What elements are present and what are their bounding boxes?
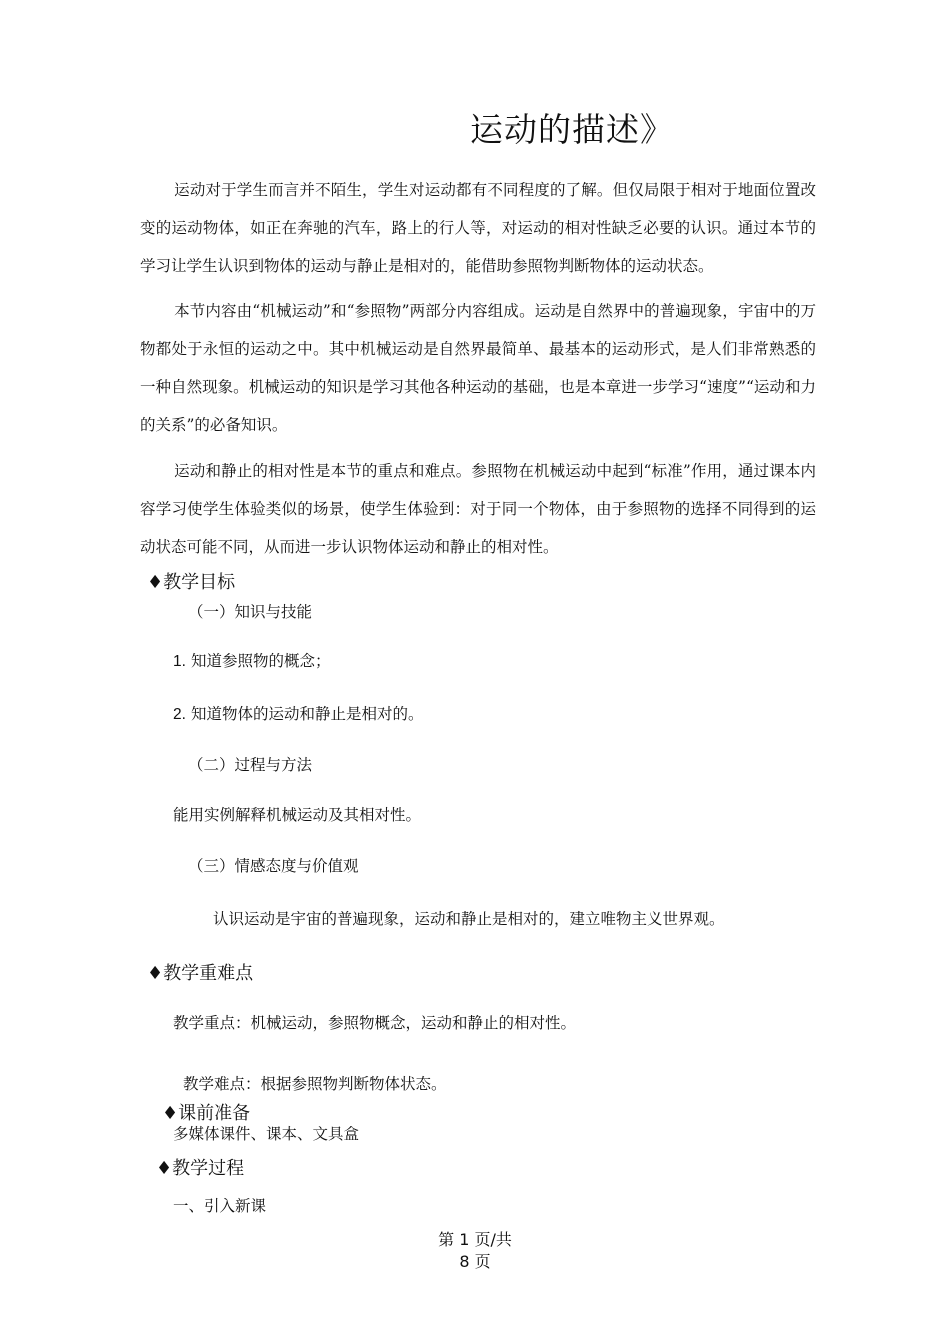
objective-item-1 — [173, 649, 331, 671]
paragraph-3 — [140, 452, 816, 566]
objective-item-1-number: 1. — [173, 653, 186, 670]
paragraph-1-text: 运动对于学生而言并不陌生，学生对运动都有不同程度的了解。但仅局限于相对于地面位置改变的运动物体，如正在奔驰的汽车，路上的行人等，对运动的相对性缺乏必要的认识。通过本节的学习让学生认识到物体的运动与静止是相对的，能借助参照物判断物体的运动状态。 — [140, 181, 816, 275]
page-number-line-1: 第 1 页/共 — [438, 1230, 512, 1249]
paragraph-1 — [140, 171, 816, 285]
process-heading: ♦教学过程 — [156, 1158, 245, 1179]
teaching-difficulty: 教学难点：根据参照物判断物体状态。 — [183, 1075, 447, 1093]
paragraph-2-text: 本节内容由“机械运动”和“参照物”两部分内容组成。运动是自然界中的普遍现象，宇宙中的万物都处于永恒的运动之中。其中机械运动是自然界最简单、最基本的运动形式，是人们非常熟悉的一种自然现象。机械运动的知识是学习其他各种运动的基础，也是本章进一步学习“速度”“运动和力的关系”的必备知识。 — [140, 302, 816, 434]
objectives-subheading-knowledge: （一）知识与技能 — [188, 603, 313, 621]
teaching-focus: 教学重点：机械运动，参照物概念，运动和静止的相对性。 — [173, 1014, 577, 1032]
preparation-text: 多媒体课件、课本、文具盒 — [173, 1125, 360, 1143]
objective-item-2 — [173, 702, 424, 724]
values-text: 认识运动是宇宙的普遍现象，运动和静止是相对的，建立唯物主义世界观。 — [213, 910, 725, 928]
objective-item-2-number: 2. — [173, 706, 186, 723]
paragraph-3-text: 运动和静止的相对性是本节的重点和难点。参照物在机械运动中起到“标准”作用，通过课本内容学习使学生体验类似的场景，使学生体验到：对于同一个物体，由于参照物的选择不同得到的运动状态可能不同，从而进一步认识物体运动和静止的相对性。 — [140, 462, 816, 556]
process-step-1: 一、引入新课 — [173, 1197, 267, 1215]
process-method-text: 能用实例解释机械运动及其相对性。 — [173, 806, 422, 824]
page-footer — [0, 1229, 950, 1273]
document-title: 运动的描述》 — [470, 110, 674, 149]
objectives-subheading-values: （三）情感态度与价值观 — [188, 857, 359, 875]
objectives-subheading-process: （二）过程与方法 — [188, 756, 313, 774]
paragraph-2 — [140, 292, 816, 444]
page-number-line-2: 8 页 — [459, 1252, 491, 1271]
objectives-heading: ♦教学目标 — [147, 572, 236, 593]
objective-item-1-text: 知道参照物的概念； — [191, 652, 331, 670]
preparation-heading: ♦课前准备 — [162, 1103, 251, 1124]
key-points-heading: ♦教学重难点 — [147, 963, 254, 984]
objective-item-2-text: 知道物体的运动和静止是相对的。 — [191, 705, 424, 723]
